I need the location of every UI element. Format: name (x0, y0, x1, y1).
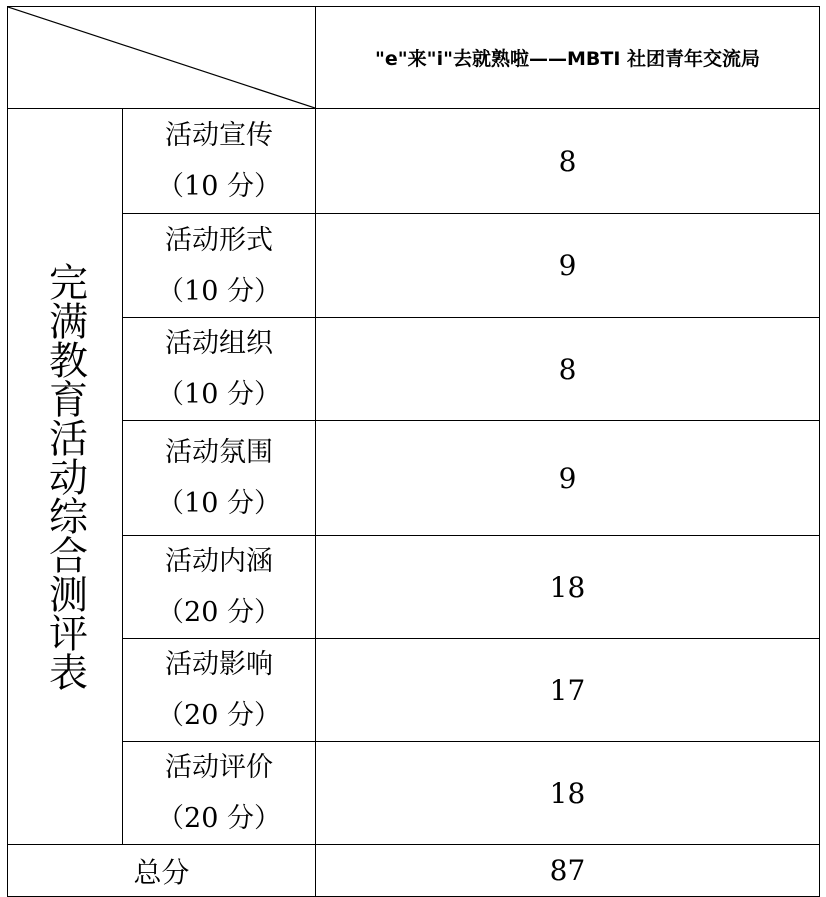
diagonal-corner-cell (8, 7, 316, 109)
side-title: 完满教育活动综合测评表 (42, 262, 88, 691)
total-label: 总分 (8, 845, 316, 897)
criterion-score: 17 (316, 639, 820, 742)
criterion-score: 8 (316, 109, 820, 214)
criterion-name: 活动形式 (165, 224, 273, 256)
criterion-score: 9 (316, 214, 820, 318)
criterion-cell (123, 536, 316, 639)
event-title: "e"来"i"去就熟啦——MBTI 社团青年交流局 (374, 48, 761, 70)
criterion-cell (123, 421, 316, 536)
criterion-cell (123, 742, 316, 845)
criterion-score: 18 (316, 536, 820, 639)
criterion-max: （20 分） (157, 803, 281, 834)
criterion-row (8, 318, 820, 421)
criterion-max: （10 分） (157, 379, 281, 410)
criterion-cell (123, 318, 316, 421)
diagonal-line (8, 7, 315, 108)
criterion-max: （20 分） (157, 700, 281, 731)
criterion-name: 活动评价 (165, 752, 273, 783)
total-row (8, 845, 820, 897)
criterion-row (8, 742, 820, 845)
criterion-max: （10 分） (157, 275, 281, 307)
side-title-cell (8, 109, 123, 845)
criterion-row (8, 214, 820, 318)
criterion-cell (123, 109, 316, 214)
criterion-max: （20 分） (157, 597, 281, 628)
criterion-max: （10 分） (157, 171, 281, 202)
evaluation-table-wrapper (7, 6, 819, 893)
criterion-row (8, 639, 820, 742)
criterion-name: 活动宣传 (165, 120, 273, 151)
criterion-name: 活动组织 (165, 328, 273, 359)
criterion-name: 活动内涵 (165, 546, 273, 577)
criterion-row (8, 109, 820, 214)
event-title-cell (316, 7, 820, 109)
criterion-score: 8 (316, 318, 820, 421)
criterion-max: （10 分） (157, 488, 281, 519)
evaluation-table (7, 6, 820, 897)
criterion-cell (123, 639, 316, 742)
criterion-score: 9 (316, 421, 820, 536)
criterion-name: 活动氛围 (165, 437, 273, 468)
header-row (8, 7, 820, 109)
total-value: 87 (316, 845, 820, 897)
criterion-score: 18 (316, 742, 820, 845)
criterion-name: 活动影响 (165, 649, 273, 680)
criterion-row (8, 536, 820, 639)
criterion-cell (123, 214, 316, 318)
criterion-row (8, 421, 820, 536)
